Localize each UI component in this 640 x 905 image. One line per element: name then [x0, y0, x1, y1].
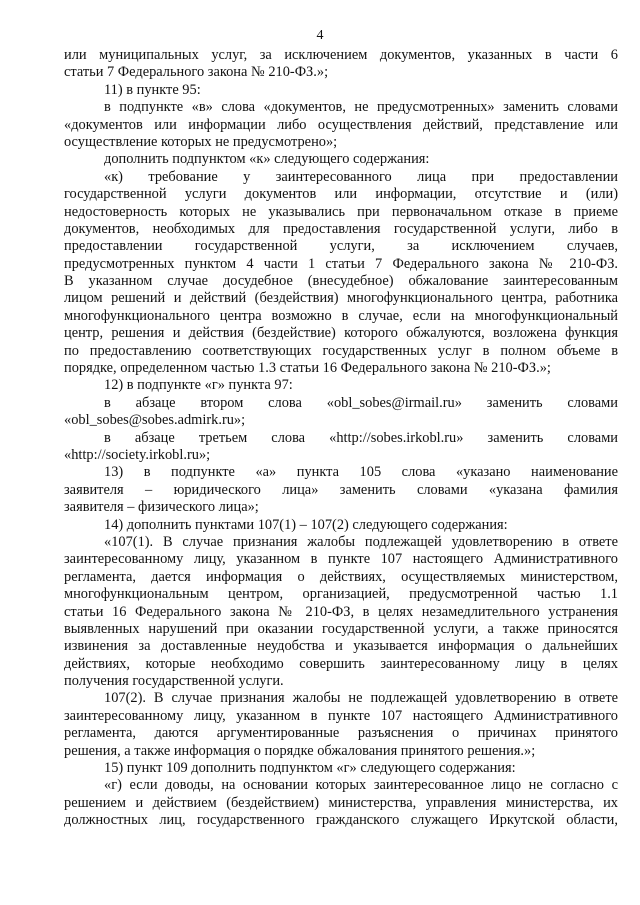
text-line: решением и действием (бездействием) министерства, управления министерства, их [64, 794, 618, 811]
text-line: получения государственной услуги. [64, 673, 284, 690]
text-line: «107(1). В случае признания жалобы подлежащей удовлетворению в ответе [104, 533, 618, 550]
text-line: статьи 7 Федерального закона № 210-ФЗ.»; [64, 64, 329, 81]
text-line: В указанном случае досудебное (внесудебное) обжалование заинтересованным [64, 273, 618, 290]
text-line: статьи 16 Федерального закона № 210-ФЗ, в целях незамедлительного устранения [64, 603, 618, 620]
text-line: или муниципальных услуг, за исключением документов, указанных в части 6 [64, 47, 618, 63]
text-line: регламента, даются аргументированные разъяснения о причинах принятого [64, 725, 618, 742]
text-line: дополнить подпунктом «к» следующего содержания: [104, 151, 430, 168]
text-line: 12) в подпункте «г» пункта 97: [104, 377, 293, 394]
text-line: регламента, дается информация о действиях, осуществляемых министерством, [64, 568, 618, 585]
text-line: 13) в подпункте «а» пункта 105 слова «указано наименование [104, 464, 618, 481]
text-line: выявленных нарушений при оказании государственной услуги, а также приносятся [64, 620, 618, 637]
text-line: заинтересованному лицу, указанном в пункте 107 настоящего Административного [64, 551, 618, 568]
text-line: документов, необходимых для предоставления государственной услуги, либо в [64, 220, 618, 237]
text-line: лицом решений и действий (бездействия) многофункционального центра, работника [64, 290, 618, 307]
text-line: «к) требование у заинтересованного лица при предоставлении [104, 168, 618, 185]
text-line: предоставлении государственной услуги, за исключением случаев, [64, 238, 618, 255]
text-line: решения, а также информация о порядке обжалования принятого решения.»; [64, 742, 536, 759]
text-line: недостоверность которых не указывались при первоначальном отказе в приеме [64, 203, 618, 220]
text-line: должностных лиц, государственного гражданского служащего Иркутской области, [64, 812, 618, 829]
text-line: 14) дополнить пунктами 107(1) – 107(2) следующего содержания: [104, 516, 508, 533]
text-line: в абзаце третьем слова «http://sobes.irkobl.ru» заменить словами [104, 429, 618, 446]
text-line: 15) пункт 109 дополнить подпунктом «г» следующего содержания: [104, 760, 516, 777]
text-line: порядке, определенном частью 1.3 статьи 16 Федерального закона № 210-ФЗ.»; [64, 360, 551, 377]
text-line: по предоставлению соответствующих государственных услуг в полном объеме в [64, 342, 618, 359]
text-line: многофункционального центра возможно в случае, если на многофункциональный [64, 307, 618, 324]
text-line: 107(2). В случае признания жалобы не подлежащей удовлетворению в ответе [104, 690, 618, 707]
page-number: 4 [316, 28, 324, 43]
text-line: центр, решения и действия (бездействие) которого обжалуются, возложена функция [64, 325, 618, 342]
text-line: заявителя – юридического лица» заменить словами «указана фамилия [64, 481, 618, 498]
text-line: заявителя – физического лица»; [64, 499, 259, 516]
text-line: «г) если доводы, на основании которых заинтересованное лицо не согласно с [104, 777, 618, 794]
text-line: извинения за доставленные неудобства и указывается информация о дальнейших [64, 638, 618, 655]
text-line: государственной услуги документов или информации, отсутствие и (или) [64, 186, 618, 203]
text-line: в подпункте «в» слова «документов, не предусмотренных» заменить словами [104, 99, 618, 116]
text-line: действиях, которые необходимо совершить заинтересованному лицу в целях [64, 655, 618, 672]
text-line: осуществление которых не предусмотрено»; [64, 133, 338, 150]
text-line: многофункциональным центром, организацией, предусмотренной частью 1.1 [64, 586, 618, 603]
text-line: предусмотренных пунктом 4 части 1 статьи 7 Федерального закона № 210-ФЗ. [64, 255, 618, 272]
text-line: «obl_sobes@sobes.admirk.ru»; [64, 412, 246, 429]
text-line: «http://society.irkobl.ru»; [64, 446, 211, 463]
text-line: в абзаце втором слова «obl_sobes@irmail.ru» заменить словами [104, 394, 618, 411]
text-line: заинтересованному лицу, указанном в пункте 107 настоящего Административного [64, 707, 618, 724]
text-line: 11) в пункте 95: [104, 81, 201, 98]
text-line: «документов или информации либо осуществления действий, представление или [64, 116, 618, 133]
document-body [64, 47, 618, 830]
